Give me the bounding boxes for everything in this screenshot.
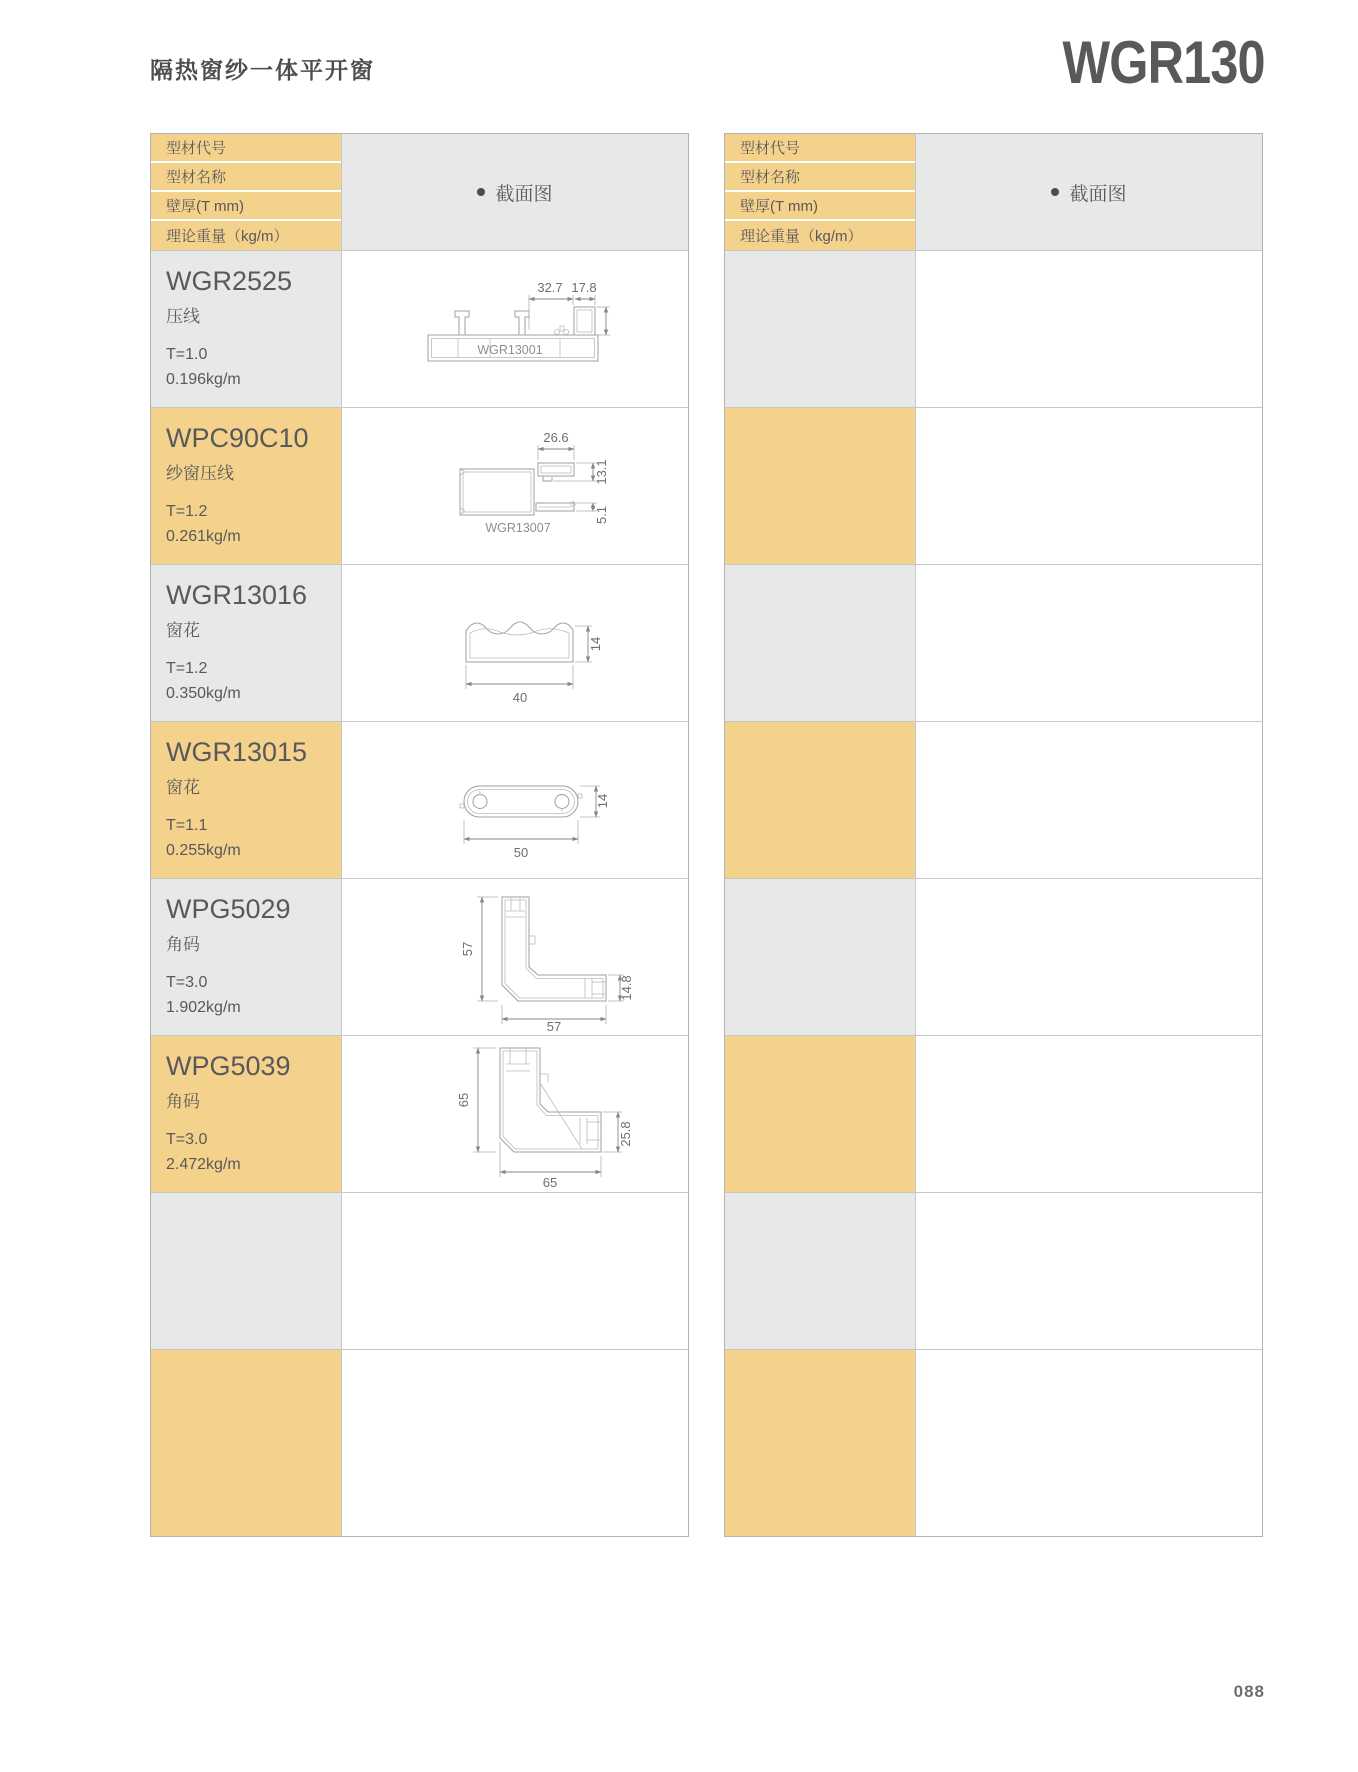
profile-outline (502, 897, 606, 1001)
profile-outline (460, 463, 575, 515)
profile-specs (166, 657, 329, 707)
dim-value: 13.1 (594, 459, 609, 485)
series-model-code: WGR130 (1062, 29, 1265, 96)
table-row-empty (725, 1192, 1262, 1349)
table-row (151, 564, 688, 721)
profile-info-cell (151, 251, 341, 407)
dim-value: 26.6 (543, 430, 569, 445)
cross-section-cell-empty (915, 1193, 1262, 1349)
dim-value: 32.7 (537, 280, 563, 295)
field-label-wall-thickness: 壁厚(T mm) (725, 192, 915, 221)
profile-code: WGR2525 (166, 266, 293, 296)
profile-code: WPC90C10 (166, 423, 309, 453)
table-row (151, 721, 688, 878)
profile-info-cell-empty (725, 251, 915, 407)
section-bullet-icon (1051, 188, 1059, 196)
cross-section-cell-empty (915, 408, 1262, 564)
diagram-label: WGR13007 (485, 521, 551, 535)
theoretical-weight: 0.255kg/m (166, 842, 241, 860)
cross-section-cell-empty (915, 1350, 1262, 1536)
profile-outline (466, 622, 573, 662)
table-row (151, 1035, 688, 1192)
field-label-profile-name: 型材名称 (725, 163, 915, 192)
section-view-title: 截面图 (1069, 183, 1127, 205)
table-row (151, 407, 688, 564)
cross-section-cell-empty (341, 1350, 688, 1536)
dim-value: 40 (512, 690, 528, 705)
cross-section-cell (341, 1036, 688, 1192)
page-title: 隔热窗纱一体平开窗 (150, 57, 375, 83)
profile-info-cell-empty (725, 408, 915, 564)
profile-specs (166, 343, 329, 393)
cross-section-cell (341, 408, 688, 564)
cross-section-cell-empty (341, 1193, 688, 1349)
profile-info-cell-empty (725, 879, 915, 1035)
profile-info-cell-empty (725, 1193, 915, 1349)
table-row-empty (725, 1035, 1262, 1192)
cross-section-cell-empty (915, 879, 1262, 1035)
profile-info-cell-empty (725, 565, 915, 721)
table-row-empty (151, 1349, 688, 1536)
dimension-lines (477, 897, 624, 1024)
cross-section-cell (341, 251, 688, 407)
profile-specs (166, 500, 329, 550)
table-row-empty (725, 564, 1262, 721)
cross-section-cell (341, 565, 688, 721)
cross-section-cell (341, 722, 688, 878)
cross-section-diagram-window-grille-oval (350, 725, 680, 875)
profile-info-cell-empty (725, 1036, 915, 1192)
dim-value: 57 (460, 941, 475, 957)
table-row-empty (725, 407, 1262, 564)
profile-info-cell-empty (151, 1350, 341, 1536)
profile-specs (166, 1128, 329, 1178)
profile-outline (500, 1048, 601, 1152)
diagram-label: WGR13001 (477, 343, 543, 357)
theoretical-weight: 0.261kg/m (166, 528, 241, 546)
cross-section-diagram-corner-bracket-large (350, 1038, 680, 1190)
profile-code: WPG5039 (166, 1051, 291, 1081)
table-row-empty (725, 1349, 1262, 1536)
cross-section-cell-empty (915, 722, 1262, 878)
dim-value: 14.8 (619, 975, 634, 1001)
profile-name: 角码 (166, 934, 200, 954)
profile-info-cell (151, 565, 341, 721)
profile-outline (460, 786, 582, 817)
profile-code: WGR13016 (166, 580, 308, 610)
wall-thickness: T=1.0 (166, 346, 208, 364)
field-label-theoretical-weight: 理论重量（kg/m） (151, 221, 341, 250)
header-field-labels (151, 134, 341, 250)
cross-section-diagram-wgr13007 (350, 411, 680, 561)
profile-name: 纱窗压线 (166, 463, 234, 483)
profile-info-cell (151, 722, 341, 878)
profile-table-left (150, 133, 689, 1537)
wall-thickness: T=3.0 (166, 974, 208, 992)
dimension-lines (529, 295, 610, 335)
page-number: 088 (1233, 1682, 1265, 1701)
field-label-profile-code: 型材代号 (151, 134, 341, 163)
dim-value: 14 (595, 793, 610, 809)
section-view-title: 截面图 (495, 183, 553, 205)
table-row-empty (725, 721, 1262, 878)
profile-name: 窗花 (166, 620, 200, 640)
table-row-empty (725, 250, 1262, 407)
profile-info-cell-empty (725, 722, 915, 878)
profile-name: 压线 (166, 306, 200, 326)
theoretical-weight: 0.196kg/m (166, 371, 241, 389)
section-bullet-icon (477, 188, 485, 196)
theoretical-weight: 0.350kg/m (166, 685, 241, 703)
table-row-empty (151, 1192, 688, 1349)
cross-section-diagram-corner-bracket (350, 881, 680, 1033)
profile-info-cell (151, 408, 341, 564)
profile-code: WGR13015 (166, 737, 308, 767)
header-field-labels (725, 134, 915, 250)
field-label-wall-thickness: 壁厚(T mm) (151, 192, 341, 221)
theoretical-weight: 1.902kg/m (166, 999, 241, 1017)
profile-name: 窗花 (166, 777, 200, 797)
table-header (725, 134, 1262, 250)
cross-section-cell-empty (915, 565, 1262, 721)
cross-section-diagram-wgr13001 (350, 254, 680, 404)
wall-thickness: T=1.2 (166, 660, 208, 678)
profile-info-cell (151, 1036, 341, 1192)
profile-specs (166, 814, 329, 864)
dim-value: 25.8 (618, 1121, 633, 1147)
wall-thickness: T=1.1 (166, 817, 208, 835)
profile-code: WPG5029 (166, 894, 291, 924)
field-label-profile-name: 型材名称 (151, 163, 341, 192)
field-label-profile-code: 型材代号 (725, 134, 915, 163)
cross-section-cell-empty (915, 251, 1262, 407)
theoretical-weight: 2.472kg/m (166, 1156, 241, 1174)
section-view-header (341, 134, 688, 250)
dim-value: 50 (513, 845, 529, 860)
profile-table-right (724, 133, 1263, 1537)
dimension-lines (538, 445, 597, 511)
cross-section-diagram-window-grille (350, 568, 680, 718)
table-row (151, 878, 688, 1035)
dim-value: 14 (588, 636, 603, 652)
profile-info-cell-empty (151, 1193, 341, 1349)
profile-specs (166, 971, 329, 1021)
table-header (151, 134, 688, 250)
dim-value: 5.1 (594, 505, 609, 525)
profile-name: 角码 (166, 1091, 200, 1111)
dim-value: 65 (542, 1175, 558, 1190)
cross-section-cell-empty (915, 1036, 1262, 1192)
wall-thickness: T=3.0 (166, 1131, 208, 1149)
section-view-header (915, 134, 1262, 250)
dim-value: 57 (546, 1019, 562, 1033)
dim-value: 17.8 (571, 280, 597, 295)
table-row-empty (725, 878, 1262, 1035)
wall-thickness: T=1.2 (166, 503, 208, 521)
table-row (151, 250, 688, 407)
field-label-theoretical-weight: 理论重量（kg/m） (725, 221, 915, 250)
cross-section-cell (341, 879, 688, 1035)
profile-info-cell (151, 879, 341, 1035)
dim-value: 65 (456, 1092, 471, 1108)
dimension-lines (464, 786, 600, 844)
profile-info-cell-empty (725, 1350, 915, 1536)
